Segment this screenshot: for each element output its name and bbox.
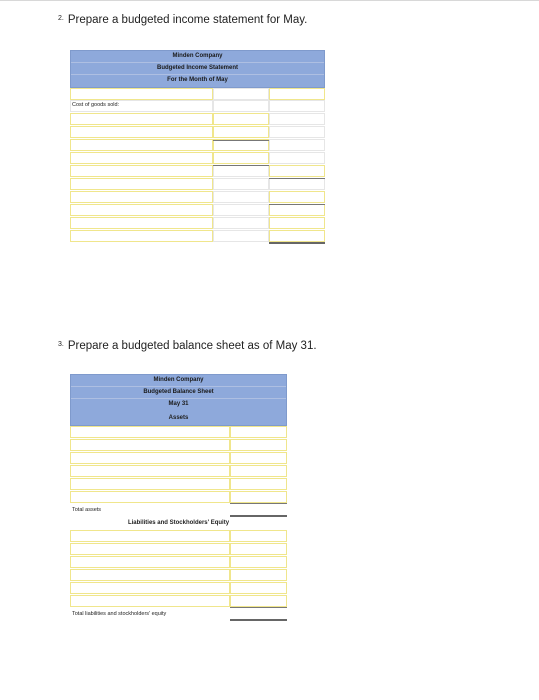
liability-label-cell[interactable]: [70, 543, 230, 555]
total-cell: [269, 139, 325, 151]
liability-amount-cell[interactable]: [230, 582, 287, 594]
liability-amount-cell[interactable]: [230, 530, 287, 542]
subtotal-rule: [269, 204, 325, 205]
total-cell[interactable]: [269, 217, 325, 229]
bs-date: May 31: [168, 401, 189, 407]
label-cell[interactable]: [70, 178, 213, 190]
amount-cell: [213, 230, 269, 242]
liabilities-heading: Liabilities and Stockholders' Equity: [127, 520, 230, 526]
top-divider: [0, 0, 539, 1]
total-assets-double-rule: [230, 515, 287, 517]
total-cell: [269, 100, 325, 112]
label-cell[interactable]: [70, 191, 213, 203]
total-cell[interactable]: [269, 191, 325, 203]
amount-cell[interactable]: [213, 126, 269, 138]
asset-amount-cell[interactable]: [230, 426, 287, 438]
total-double-rule: [269, 242, 325, 244]
q3-text: Prepare a budgeted balance sheet as of May 31.: [67, 340, 317, 352]
label-cell[interactable]: [70, 165, 213, 177]
asset-amount-cell[interactable]: [230, 491, 287, 503]
label-cell[interactable]: [70, 217, 213, 229]
assets-subtotal-rule: [230, 503, 287, 504]
q2-prompt: [58, 14, 307, 26]
asset-label-cell[interactable]: [70, 465, 230, 477]
label-cell[interactable]: [70, 139, 213, 151]
label-cell[interactable]: [70, 204, 213, 216]
total-cell[interactable]: [269, 165, 325, 177]
liability-label-cell[interactable]: [70, 569, 230, 581]
total-cell: [269, 113, 325, 125]
amount-cell[interactable]: [213, 113, 269, 125]
liability-label-cell[interactable]: [70, 556, 230, 568]
amount-cell: [213, 204, 269, 216]
q2-text: Prepare a budgeted income statement for May.: [67, 14, 308, 26]
income-statement-header: [70, 50, 325, 88]
total-cell: [269, 178, 325, 190]
liability-amount-cell[interactable]: [230, 556, 287, 568]
amount-cell: [213, 217, 269, 229]
liability-amount-cell[interactable]: [230, 543, 287, 555]
label-cell[interactable]: [70, 152, 213, 164]
total-cell: [269, 126, 325, 138]
total-cell[interactable]: [269, 88, 325, 100]
statement-period: For the Month of May: [167, 77, 228, 83]
asset-amount-cell[interactable]: [230, 439, 287, 451]
amount-cell: [213, 165, 269, 177]
asset-label-cell[interactable]: [70, 478, 230, 490]
bs-company-name: Minden Company: [71, 375, 286, 387]
q3-prompt: [58, 340, 317, 352]
bs-title: Budgeted Balance Sheet: [71, 387, 286, 399]
q3-number: 3.: [58, 341, 64, 348]
asset-amount-cell[interactable]: [230, 478, 287, 490]
company-name: Minden Company: [71, 51, 324, 63]
liability-amount-cell[interactable]: [230, 569, 287, 581]
total-cell[interactable]: [269, 204, 325, 216]
asset-amount-cell[interactable]: [230, 452, 287, 464]
total-assets-label: Total assets: [72, 507, 102, 513]
liability-label-cell[interactable]: [70, 582, 230, 594]
subtotal-rule: [269, 178, 325, 179]
asset-label-cell[interactable]: [70, 439, 230, 451]
liability-amount-cell[interactable]: [230, 595, 287, 607]
q2-number: 2.: [58, 15, 64, 22]
label-cell[interactable]: [70, 126, 213, 138]
amount-cell: [213, 191, 269, 203]
total-liabilities-double-rule: [230, 619, 287, 621]
total-cell: [269, 152, 325, 164]
total-cell[interactable]: [269, 230, 325, 242]
liability-label-cell[interactable]: [70, 595, 230, 607]
amount-cell: [213, 100, 269, 112]
liability-label-cell[interactable]: [70, 530, 230, 542]
asset-amount-cell[interactable]: [230, 465, 287, 477]
label-cell[interactable]: [70, 113, 213, 125]
assets-heading: Assets: [168, 415, 189, 421]
asset-label-cell[interactable]: [70, 426, 230, 438]
amount-cell[interactable]: [213, 152, 269, 164]
asset-label-cell[interactable]: [70, 452, 230, 464]
label-cell[interactable]: [70, 88, 213, 100]
subtotal-rule: [213, 140, 269, 141]
amount-cell: [213, 88, 269, 100]
cogs-label: Cost of goods sold:: [72, 102, 120, 108]
amount-cell: [213, 178, 269, 190]
statement-title: Budgeted Income Statement: [71, 63, 324, 75]
subtotal-rule: [213, 165, 269, 166]
liabilities-subtotal-rule: [230, 607, 287, 608]
label-cell[interactable]: [70, 230, 213, 242]
total-liabilities-label: Total liabilities and stockholders' equity: [72, 611, 167, 617]
asset-label-cell[interactable]: [70, 491, 230, 503]
